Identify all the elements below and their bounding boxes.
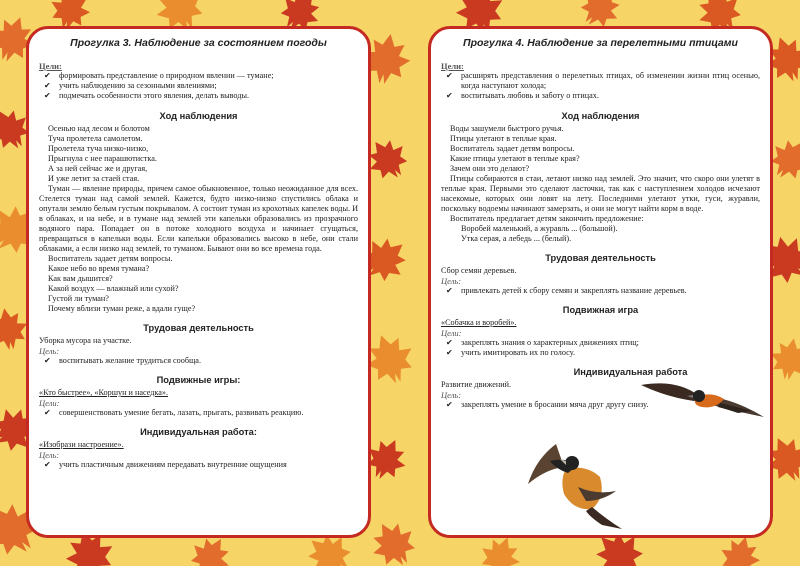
poem-line: Зачем они это делают? xyxy=(450,163,530,173)
goal-item: ✔ учить наблюдению за сезонными явлениями; xyxy=(39,81,358,91)
poem-line: Воды зашумели быстрого ручья. xyxy=(450,123,564,133)
bird-icon xyxy=(516,439,626,534)
poem-line: Птицы улетают в теплые края. xyxy=(450,133,557,143)
walk-3-card xyxy=(26,26,371,538)
question-line: Какой воздух — влажный или сухой? xyxy=(48,283,179,293)
observation-heading: Ход наблюдения xyxy=(159,110,238,121)
phrase-line: Воробей маленький, а журавль ... (большой). xyxy=(461,223,618,233)
poem-line: А за ней сейчас же и другая, xyxy=(48,163,148,173)
labor-goal: ✔ воспитывать желание трудиться сообща. xyxy=(39,356,358,366)
poem-line: Воспитатель задает детям вопросы. xyxy=(450,143,575,153)
poem-line: Осенью над лесом и болотом xyxy=(48,123,150,133)
labor-task: Сбор семян деревьев. xyxy=(441,265,517,275)
labor-heading: Трудовая деятельность xyxy=(143,322,254,333)
game-goal: ✔ учить имитировать их по голосу. xyxy=(441,348,760,358)
flying-bird-icon xyxy=(636,377,766,422)
observation-heading: Ход наблюдения xyxy=(561,110,640,121)
goal-label: Цель: xyxy=(441,390,462,401)
teacher-task: Воспитатель предлагает детям закончить предложение: xyxy=(450,213,644,223)
goals-label: Цели: xyxy=(441,327,462,338)
games-goal: ✔ совершенствовать умение бегать, лазать, прыгать, развивать реакцию. xyxy=(39,408,358,418)
poem-line: Пролетела туча низко-низко, xyxy=(48,143,149,153)
game-name: «Собачка и воробей». xyxy=(441,317,517,327)
poem-line: Какие птицы улетают в теплые края? xyxy=(450,153,580,163)
poem-line: Прыгнула с нее парашютистка. xyxy=(48,153,157,163)
games-names: «Кто быстрее», «Коршун и наседка». xyxy=(39,387,169,397)
games-heading: Подвижные игры: xyxy=(156,374,241,385)
teacher-intro: Воспитатель задает детям вопросы. xyxy=(48,253,173,263)
question-line: Как вам дышится? xyxy=(48,273,113,283)
poem-line: И уже летит за стаей стая. xyxy=(48,173,140,183)
labor-goal: ✔ привлекать детей к сбору семян и закреплять название деревьев. xyxy=(441,286,760,296)
labor-task: Уборка мусора на участке. xyxy=(39,335,132,345)
individual-work-goal: ✔ закреплять умение в бросании мяча друг другу снизу. xyxy=(441,400,760,410)
goal-label: Цель: xyxy=(39,450,60,461)
birds-paragraph: Птицы собираются в стаи, летают низко над землей. Это значит, что скоро они улетят в теплые края. Первыми это сделают ласточки, так как с наступлением холодов исчезают насекомые, которых они ловят на лету. Последними улетают утки, гуси, журавли, поскольку водоемы начинают замерзать, и они не могут найти корм в воде. xyxy=(441,173,760,213)
game-goal: ✔ закреплять знания о характерных движениях птиц; xyxy=(441,338,760,348)
question-line: Густой ли туман? xyxy=(48,293,109,303)
fog-paragraph: Туман — явление природы, причем самое обыкновенное, только неожиданное для всех. Стелется туман над самой землей. Кажется, будто низко-низко спустились облака и опутали землю белым густым покрывалом. А состоит туман из крохотных капелек воды. И в облаках, и на небе, и в тумане над землей эти капельки образовались из прозрачного водяного пара. Попадает он в потоке холодного воздуха и начинает сгущаться, превращаться в капельки воды. Если капельки образовались высоко в небе, они стали облаками, а если низко над землей, то туманом. Бывают они во все времена года. xyxy=(39,183,358,253)
phrase-line: Утка серая, а лебедь ... (белый). xyxy=(461,233,572,243)
question-line: Почему вблизи туман реже, а вдали гуще? xyxy=(48,303,196,313)
individual-work-heading: Индивидуальная работа: xyxy=(140,427,257,438)
goal-item: ✔ воспитывать любовь и заботу о птицах. xyxy=(441,91,760,101)
walk-4-title: Прогулка 4. Наблюдение за перелетными птицами xyxy=(463,37,738,49)
walk-4-card xyxy=(428,26,773,538)
goals-label: Цели: xyxy=(39,61,62,71)
goal-item: ✔ формировать представление о природном явлении — тумане; xyxy=(39,71,358,81)
individual-work-goal: ✔ учить пластичным движениям передавать внутренние ощущения xyxy=(39,460,358,470)
walk-3-title: Прогулка 3. Наблюдение за состоянием погоды xyxy=(70,37,327,49)
individual-work-task: Развитие движений. xyxy=(441,380,512,390)
labor-heading: Трудовая деятельность xyxy=(545,252,656,263)
individual-work-name: «Изобрази настроение». xyxy=(39,440,124,450)
poem-line: Туча пролетела самолетом. xyxy=(48,133,143,143)
question-line: Какое небо во время тумана? xyxy=(48,263,150,273)
goal-label: Цель: xyxy=(39,345,60,356)
goals-label: Цели: xyxy=(39,397,60,408)
game-heading: Подвижная игра xyxy=(562,304,639,315)
goals-label: Цели: xyxy=(441,61,464,71)
goal-item: ✔ расширять представления о перелетных птицах, об изменении жизни птиц осенью, когда наступают холода; xyxy=(441,71,760,91)
individual-work-heading: Индивидуальная работа xyxy=(573,367,688,378)
goal-label: Цель: xyxy=(441,275,462,286)
goal-item: ✔ подмечать особенности этого явления, делать выводы. xyxy=(39,91,358,101)
